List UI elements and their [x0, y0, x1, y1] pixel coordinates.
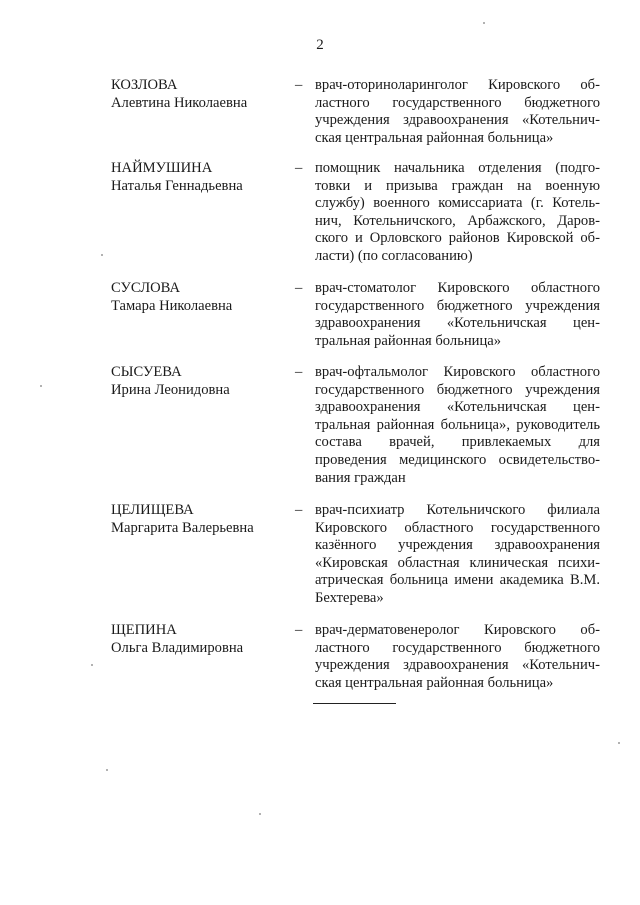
member-given-names: Ирина Леонидовна [111, 381, 230, 398]
scan-speck [40, 385, 42, 387]
member-position: врач-стоматолог Кировского областного государственного бюджетного учреждения здравоохранения «Котельничская центральная районная больница» [315, 280, 600, 349]
member-position: помощник начальника отделения (подготовки и призыва граждан на военную службу) военного комиссариата (г. Котельнич, Котельничского, Арбажского, Даровского и Орловского районов Кировской области) (по согласованию) [315, 160, 600, 264]
member-surname: КОЗЛОВА [111, 77, 178, 93]
member-position: врач-офтальмолог Кировского областного государственного бюджетного учреждения здравоохранения «Котельничская центральная районная больница», руководитель состава врачей, привлекаемых для проведения медицинского освидетельствования граждан [315, 364, 600, 486]
commission-member-entry [111, 502, 601, 608]
commission-member-entry [111, 77, 601, 147]
member-given-names: Алевтина Николаевна [111, 94, 248, 111]
member-surname: ЩЕПИНА [111, 622, 177, 638]
member-position: врач-оториноларинголог Кировского областного государственного бюджетного учреждения здравоохранения «Котельничская центральная районная больница» [315, 77, 600, 146]
closing-rule [313, 703, 396, 704]
member-given-names: Наталья Геннадьевна [111, 177, 243, 194]
page-number: 2 [316, 37, 324, 53]
member-name-block [111, 77, 295, 147]
member-name-block [111, 364, 295, 487]
scan-speck [101, 254, 103, 256]
entry-dash: – [295, 502, 303, 518]
member-name-block [111, 160, 295, 266]
entry-dash: – [295, 280, 303, 296]
member-surname: СУСЛОВА [111, 280, 181, 296]
commission-member-entry [111, 364, 601, 487]
scan-speck [618, 742, 620, 744]
member-name-block [111, 622, 295, 692]
member-surname: ЦЕЛИЩЕВА [111, 502, 194, 518]
member-position: врач-психиатр Котельничского филиала Кировского областного государственного казённого учреждения здравоохранения «Кировская областная клиническая психиатрическая больница имени академика В.М. Бехтерева» [315, 502, 600, 606]
member-given-names: Маргарита Валерьевна [111, 519, 254, 536]
member-name-block [111, 502, 295, 608]
member-position: врач-дерматовенеролог Кировского областного государственного бюджетного учреждения здравоохранения «Котельничская центральная районная больница» [315, 622, 600, 691]
entry-dash: – [295, 622, 303, 638]
member-surname: НАЙМУШИНА [111, 160, 213, 176]
member-surname: СЫСУЕВА [111, 364, 182, 380]
scan-speck [106, 769, 108, 771]
member-name-block [111, 280, 295, 350]
member-given-names: Тамара Николаевна [111, 297, 233, 314]
scan-speck [91, 664, 93, 666]
commission-member-entry [111, 622, 601, 692]
scan-speck [259, 813, 261, 815]
entry-dash: – [295, 77, 303, 93]
commission-member-entry [111, 280, 601, 350]
member-given-names: Ольга Владимировна [111, 639, 244, 656]
entry-dash: – [295, 160, 303, 176]
commission-member-entry [111, 160, 601, 266]
scan-speck [483, 22, 485, 24]
entry-dash: – [295, 364, 303, 380]
